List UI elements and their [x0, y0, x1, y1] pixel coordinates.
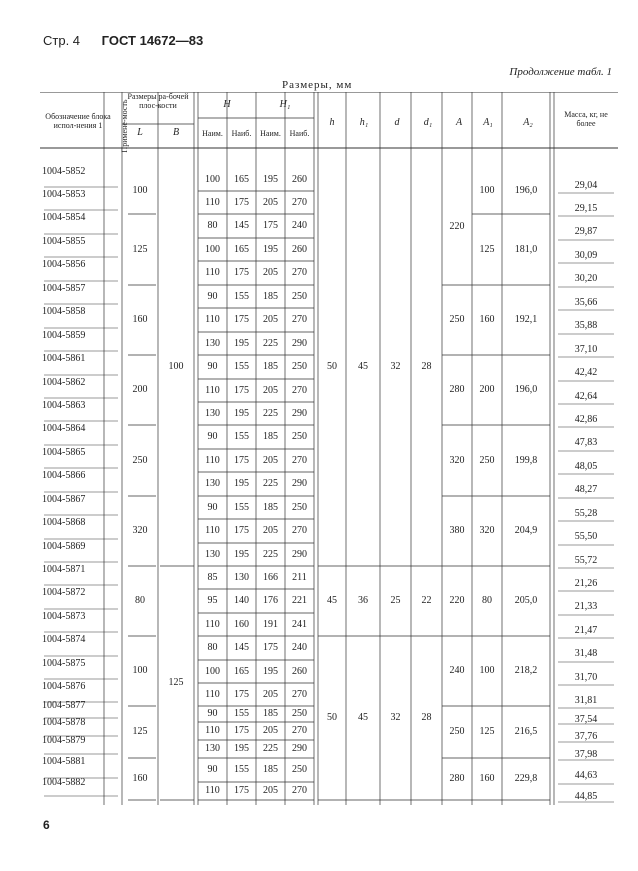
cell-H-min: 80 — [207, 642, 218, 653]
row-code: 1004-5854 — [42, 212, 86, 223]
cell-mass: 42,86 — [574, 413, 598, 425]
cell-H1-max: 260 — [292, 173, 307, 185]
cell-mass: 29,15 — [574, 202, 598, 214]
cell-H1-min: 205 — [263, 785, 278, 796]
cell-H-min: 110 — [205, 785, 220, 796]
cell-H-min: 90 — [207, 764, 218, 775]
cell-H-min: 110 — [205, 384, 220, 396]
cell-H1-max: 250 — [292, 361, 307, 372]
cell-mass: 21,33 — [574, 601, 598, 612]
cell-H-min: 85 — [207, 571, 218, 583]
row-code: 1004-5877 — [42, 700, 86, 711]
cell-H1-min: 205 — [263, 454, 278, 466]
row-code: 1004-5881 — [42, 756, 86, 767]
col-h1-header: h₁ — [359, 117, 369, 128]
cell-A2: 218,2 — [514, 665, 538, 676]
table-grid — [40, 92, 620, 812]
row-code: 1004-5867 — [42, 493, 86, 505]
cell-H1-min: 175 — [263, 220, 278, 231]
cell-mass: 55,28 — [574, 507, 598, 519]
cell-H-max: 130 — [234, 571, 249, 583]
cell-H1-max: 250 — [292, 708, 307, 719]
col-A-header: A — [455, 117, 463, 128]
cell-L: 125 — [132, 243, 148, 255]
cell-A1: 100 — [479, 185, 495, 196]
cell-H-min: 130 — [205, 337, 220, 349]
cell-H1-max: 270 — [292, 267, 307, 278]
cell-H-max: 195 — [234, 743, 249, 754]
cell-H-max: 175 — [234, 384, 249, 396]
cell-H1-max: 270 — [292, 725, 307, 736]
cell-h1: 36 — [358, 595, 368, 606]
row-code: 1004-5882 — [42, 777, 86, 788]
cell-A1: 125 — [479, 243, 495, 255]
cell-H-min: 110 — [205, 196, 220, 208]
cell-H1-min: 176 — [263, 595, 278, 606]
cell-H-max: 175 — [234, 725, 249, 736]
cell-H-max: 145 — [234, 220, 249, 231]
cell-H-min: 130 — [205, 407, 220, 419]
cell-H1-max: 270 — [292, 688, 307, 700]
cell-H1-max: 260 — [292, 665, 307, 677]
cell-mass: 44,63 — [574, 770, 598, 781]
cell-A1: 160 — [479, 314, 495, 325]
standard-number: ГОСТ 14672—83 — [101, 33, 204, 48]
cell-H1-max: 221 — [292, 595, 307, 606]
cell-H1-max: 270 — [292, 785, 307, 796]
row-code: 1004-5873 — [42, 610, 86, 622]
col-H1-max-header: Наиб. — [289, 129, 310, 138]
cell-H-min: 90 — [207, 501, 218, 513]
cell-H1-max: 250 — [292, 764, 307, 775]
cell-d1: 28 — [421, 712, 432, 723]
cell-H1-max: 250 — [292, 501, 307, 513]
continuation-caption: Продолжение табл. 1 — [509, 66, 612, 78]
cell-mass: 55,50 — [574, 531, 598, 542]
cell-mass: 30,20 — [574, 273, 598, 284]
cell-H-max: 175 — [234, 314, 249, 325]
col-H-header: H — [223, 99, 231, 110]
cell-H-max: 160 — [234, 618, 249, 630]
cell-H1-max: 240 — [292, 642, 307, 653]
col-B-header: B — [172, 127, 180, 138]
cell-H1-max: 270 — [292, 525, 307, 536]
cell-H1-max: 290 — [292, 478, 307, 489]
cell-H-max: 175 — [234, 785, 249, 796]
cell-H1-min: 185 — [263, 290, 278, 302]
cell-H1-max: 290 — [292, 407, 307, 419]
row-code: 1004-5864 — [42, 423, 86, 434]
cell-h: 50 — [327, 712, 337, 723]
cell-d: 32 — [390, 361, 401, 372]
cell-H1-max: 270 — [292, 454, 307, 466]
cell-H1-min: 185 — [263, 501, 278, 513]
row-code: 1004-5879 — [42, 735, 86, 746]
cell-L: 160 — [132, 314, 148, 325]
cell-H1-min: 185 — [263, 764, 278, 775]
cell-mass: 21,47 — [574, 624, 598, 636]
cell-mass: 48,05 — [574, 460, 598, 472]
page-number: 6 — [43, 818, 50, 832]
row-code: 1004-5876 — [42, 680, 86, 692]
row-code: 1004-5875 — [42, 657, 86, 669]
cell-mass: 37,76 — [574, 731, 598, 742]
col-applicability-header: Примене-мость — [120, 99, 129, 153]
cell-H1-max: 250 — [292, 290, 307, 302]
row-code: 1004-5872 — [42, 587, 86, 598]
cell-h: 45 — [327, 595, 337, 606]
cell-H-min: 90 — [207, 708, 218, 719]
cell-d1: 22 — [421, 595, 432, 606]
cell-H-max: 195 — [234, 548, 249, 560]
cell-H-min: 95 — [207, 595, 218, 606]
cell-H-max: 155 — [234, 290, 249, 302]
cell-H1-min: 175 — [263, 642, 278, 653]
col-workplate-header: Размеры ра-бочей плос-кости — [127, 92, 189, 110]
cell-H1-min: 185 — [263, 361, 278, 372]
cell-A: 280 — [449, 384, 465, 395]
cell-A2: 196,0 — [514, 185, 538, 196]
row-code: 1004-5863 — [42, 399, 86, 411]
cell-A2: 216,5 — [514, 726, 538, 737]
col-h-header: h — [329, 117, 335, 128]
row-code: 1004-5858 — [42, 306, 86, 317]
cell-H-max: 155 — [234, 431, 249, 442]
cell-H-min: 100 — [205, 243, 220, 255]
cell-mass: 30,09 — [574, 249, 598, 261]
row-code: 1004-5871 — [42, 563, 86, 575]
cell-H1-min: 225 — [263, 478, 278, 489]
cell-mass: 55,72 — [574, 554, 598, 566]
cell-H-max: 155 — [234, 361, 249, 372]
cell-H-max: 175 — [234, 525, 249, 536]
cell-H-min: 110 — [205, 725, 220, 736]
col-d-header: d — [394, 117, 400, 128]
cell-H-max: 195 — [234, 407, 249, 419]
cell-H-min: 100 — [205, 173, 220, 185]
cell-H-max: 165 — [234, 173, 249, 185]
cell-H1-min: 225 — [263, 548, 278, 560]
cell-H1-min: 195 — [263, 665, 278, 677]
cell-mass: 37,54 — [574, 714, 598, 725]
cell-H-min: 90 — [207, 431, 218, 442]
cell-H1-min: 225 — [263, 407, 278, 419]
cell-H-max: 155 — [234, 501, 249, 513]
cell-H1-min: 205 — [263, 267, 278, 278]
cell-A1: 160 — [479, 773, 495, 784]
cell-A: 250 — [449, 314, 465, 325]
cell-H1-min: 225 — [263, 337, 278, 349]
cell-A2: 205,0 — [514, 595, 538, 606]
cell-mass: 21,26 — [574, 577, 598, 589]
col-d1-header: d₁ — [423, 117, 433, 128]
cell-H-min: 110 — [205, 618, 220, 630]
cell-H1-max: 260 — [292, 243, 307, 255]
cell-H-max: 175 — [234, 196, 249, 208]
cell-H1-max: 211 — [292, 571, 307, 583]
row-code: 1004-5852 — [42, 165, 86, 177]
cell-mass: 31,81 — [574, 694, 598, 706]
cell-H1-min: 166 — [263, 571, 278, 583]
cell-H1-min: 191 — [263, 618, 278, 630]
cell-A: 250 — [449, 726, 465, 737]
cell-H1-max: 270 — [292, 314, 307, 325]
cell-H1-min: 195 — [263, 173, 278, 185]
row-code: 1004-5856 — [42, 259, 86, 270]
cell-H-max: 195 — [234, 478, 249, 489]
dimensions-caption: Размеры, мм — [282, 79, 353, 91]
cell-H-max: 175 — [234, 454, 249, 466]
col-A1-header: A₁ — [483, 117, 493, 128]
cell-H-min: 110 — [205, 688, 220, 700]
cell-h1: 45 — [358, 712, 368, 723]
cell-mass: 37,98 — [574, 749, 598, 760]
cell-H1-max: 270 — [292, 196, 307, 208]
cell-A2: 192,1 — [514, 314, 538, 325]
cell-A1: 320 — [479, 525, 495, 536]
col-mass-header: Масса, кг, не более — [564, 110, 608, 128]
cell-h: 50 — [327, 361, 337, 372]
cell-H-max: 155 — [234, 708, 249, 719]
col-H1-header: H₁ — [279, 99, 291, 110]
cell-H1-min: 205 — [263, 688, 278, 700]
cell-H1-max: 290 — [292, 548, 307, 560]
cell-d: 25 — [390, 595, 401, 606]
cell-H1-max: 270 — [292, 384, 307, 396]
cell-A: 320 — [449, 454, 465, 466]
cell-A: 220 — [449, 595, 465, 606]
cell-L: 125 — [132, 726, 148, 737]
cell-H-min: 110 — [205, 525, 220, 536]
cell-mass: 29,04 — [574, 179, 598, 191]
cell-H1-max: 250 — [292, 431, 307, 442]
cell-H-min: 110 — [205, 454, 220, 466]
col-designation-header: Обозначение блока испол-нения 1 — [45, 112, 111, 130]
col-H1-min-header: Наим. — [260, 129, 281, 138]
cell-B: 125 — [168, 677, 184, 688]
cell-H-max: 140 — [234, 595, 249, 606]
cell-A1: 80 — [482, 595, 492, 606]
cell-A1: 200 — [479, 384, 495, 395]
cell-A1: 125 — [479, 726, 495, 737]
cell-L: 250 — [132, 454, 148, 466]
row-code: 1004-5874 — [42, 634, 86, 645]
cell-H1-min: 185 — [263, 431, 278, 442]
row-code: 1004-5865 — [42, 446, 86, 458]
cell-mass: 42,42 — [574, 367, 598, 378]
row-code: 1004-5855 — [42, 235, 86, 247]
cell-H-min: 100 — [205, 665, 220, 677]
cell-L: 80 — [135, 595, 145, 606]
row-code: 1004-5857 — [42, 282, 86, 294]
row-code: 1004-5861 — [42, 353, 86, 364]
cell-H1-max: 240 — [292, 220, 307, 231]
cell-H1-min: 205 — [263, 314, 278, 325]
cell-H1-min: 195 — [263, 243, 278, 255]
cell-H-max: 175 — [234, 267, 249, 278]
cell-mass: 37,10 — [574, 343, 598, 355]
cell-mass: 29,87 — [574, 226, 598, 237]
row-code: 1004-5878 — [42, 717, 86, 728]
row-code: 1004-5853 — [42, 188, 86, 200]
cell-H1-min: 205 — [263, 525, 278, 536]
dimensions-table — [40, 92, 620, 812]
cell-H-min: 110 — [205, 314, 220, 325]
cell-A2: 204,9 — [514, 525, 538, 536]
cell-mass: 35,66 — [574, 296, 598, 308]
cell-h1: 45 — [358, 361, 368, 372]
cell-A2: 229,8 — [514, 773, 538, 784]
row-code: 1004-5862 — [42, 376, 86, 388]
col-H-min-header: Наим. — [202, 129, 223, 138]
cell-H1-min: 205 — [263, 384, 278, 396]
cell-mass: 47,83 — [574, 437, 598, 448]
cell-A: 220 — [449, 220, 465, 232]
col-H-max-header: Наиб. — [231, 129, 252, 138]
col-A2-header: A₂ — [523, 117, 533, 128]
cell-d: 32 — [390, 712, 401, 723]
cell-mass: 31,48 — [574, 648, 598, 659]
cell-A1: 100 — [479, 665, 495, 676]
cell-H-max: 175 — [234, 688, 249, 700]
cell-mass: 31,70 — [574, 671, 598, 683]
cell-H1-min: 185 — [263, 708, 278, 719]
cell-H-max: 195 — [234, 337, 249, 349]
cell-H1-min: 205 — [263, 196, 278, 208]
cell-H-min: 90 — [207, 361, 218, 372]
row-code: 1004-5859 — [42, 329, 86, 341]
cell-H1-min: 225 — [263, 743, 278, 754]
cell-A1: 250 — [479, 454, 495, 466]
cell-A2: 196,0 — [514, 384, 538, 395]
cell-H1-min: 205 — [263, 725, 278, 736]
cell-A: 240 — [449, 665, 465, 676]
cell-H-min: 130 — [205, 743, 220, 754]
col-L-header: L — [137, 127, 143, 138]
cell-H1-max: 290 — [292, 743, 307, 754]
cell-A: 280 — [449, 773, 465, 784]
cell-H-max: 145 — [234, 642, 249, 653]
cell-H-max: 155 — [234, 764, 249, 775]
cell-mass: 42,64 — [574, 390, 598, 402]
page-label: Стр. 4 — [43, 33, 81, 48]
cell-H-min: 80 — [207, 220, 218, 231]
cell-H-min: 90 — [207, 290, 218, 302]
cell-A: 380 — [449, 525, 465, 536]
cell-d1: 28 — [421, 361, 432, 372]
cell-L: 200 — [132, 384, 148, 395]
cell-L: 160 — [132, 773, 148, 784]
cell-H-max: 165 — [234, 243, 249, 255]
cell-H-min: 130 — [205, 548, 220, 560]
cell-H-min: 130 — [205, 478, 220, 489]
cell-A2: 181,0 — [514, 243, 538, 255]
row-code: 1004-5869 — [42, 540, 86, 552]
cell-H-min: 110 — [205, 267, 220, 278]
cell-A2: 199,8 — [514, 454, 538, 466]
row-code: 1004-5866 — [42, 470, 86, 481]
cell-mass: 48,27 — [574, 484, 598, 495]
cell-mass: 44,85 — [574, 791, 598, 802]
cell-L: 100 — [132, 185, 148, 196]
cell-L: 320 — [132, 525, 148, 536]
row-code: 1004-5868 — [42, 517, 86, 528]
cell-B: 100 — [168, 361, 184, 372]
cell-mass: 35,88 — [574, 320, 598, 331]
cell-L: 100 — [132, 665, 148, 676]
page-header — [43, 33, 203, 48]
cell-H1-max: 241 — [292, 618, 307, 630]
cell-H-max: 165 — [234, 665, 249, 677]
cell-H1-max: 290 — [292, 337, 307, 349]
